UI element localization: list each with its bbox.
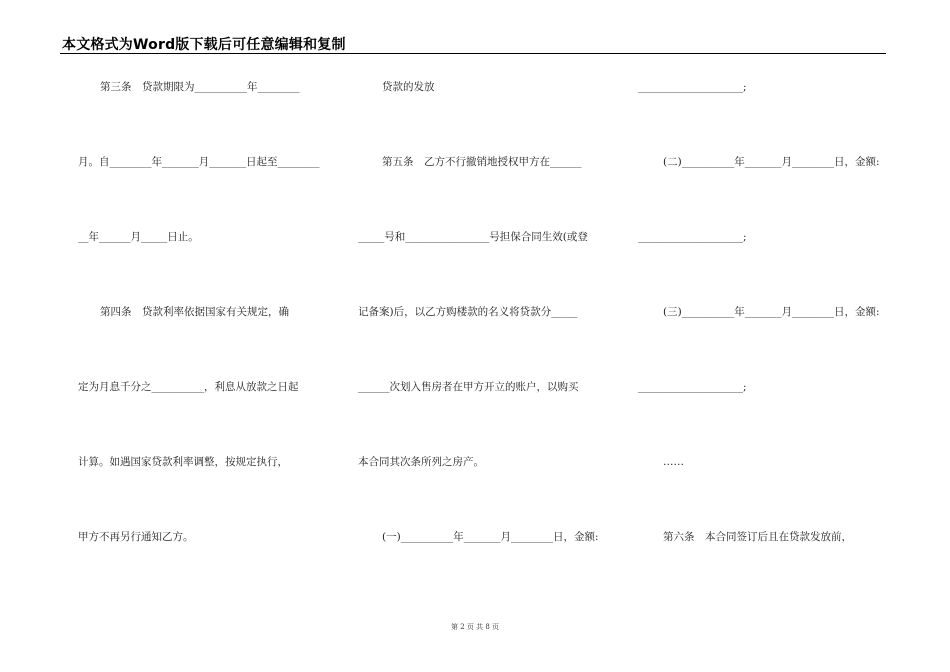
col2-line-7: (一)__________年_______月________日，金额: [382, 531, 599, 543]
col3-line-7: 第六条 本合同签订后且在贷款发放前， [663, 531, 852, 543]
col2-line-6: 本合同其次条所列之房产。 [358, 456, 484, 468]
page-number: 第 2 页 共 8 页 [450, 623, 500, 631]
col1-line-2: 月。自________年_______月_______日起至________ [78, 156, 320, 168]
col3-line-2: (二)__________年_______月________日，金额: [663, 156, 880, 168]
col3-line-4: (三)__________年_______月________日，金额: [663, 306, 880, 318]
col1-line-3: __年______月_____日止。 [78, 231, 199, 243]
col2-line-2: 第五条 乙方不行撤销地授权甲方在______ [382, 156, 582, 168]
col3-line-1: ____________________; [638, 81, 747, 93]
col2-line-4: 记备案)后，以乙方购楼款的名义将贷款分_____ [358, 306, 578, 318]
col1-line-7: 甲方不再另行通知乙方。 [78, 531, 194, 543]
col1-line-1: 第三条 贷款期限为__________年________ [100, 81, 300, 93]
col2-line-5: ______次划入售房者在甲方开立的账户，以购买 [358, 381, 579, 393]
col1-line-4: 第四条 贷款利率依据国家有关规定，确 [100, 306, 289, 318]
col3-line-5: ____________________; [638, 381, 747, 393]
col3-line-6: …… [663, 456, 684, 468]
page-header-title: 本文格式为Word版下载后可任意编辑和复制 [62, 37, 346, 53]
header-divider [60, 53, 886, 54]
col1-line-5: 定为月息千分之__________，利息从放款之日起 [78, 381, 299, 393]
col1-line-6: 计算。如遇国家贷款利率调整，按规定执行， [78, 456, 288, 468]
col3-line-3: ____________________; [638, 231, 747, 243]
col2-line-3: _____号和________________号担保合同生效(或登 [358, 231, 588, 243]
col2-line-1: 贷款的发放 [382, 81, 435, 93]
